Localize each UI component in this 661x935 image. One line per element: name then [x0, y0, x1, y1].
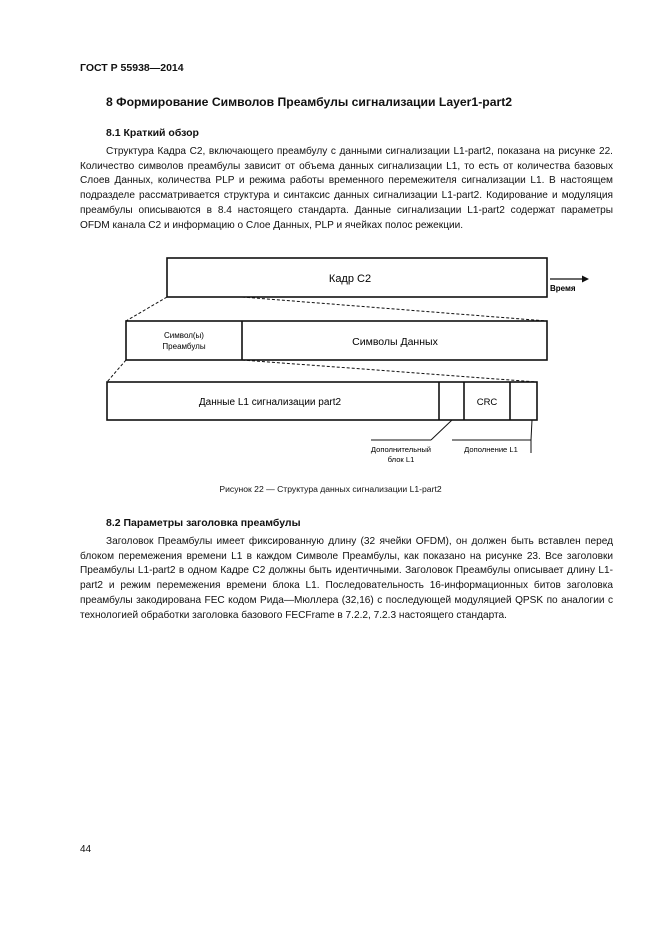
document-header: ГОСТ Р 55938—2014	[80, 62, 184, 74]
figure-caption: Рисунок 22 — Структура данных сигнализации L1-part2	[219, 484, 442, 494]
expand-line-right-1	[242, 297, 547, 321]
expand-line-right-2	[242, 360, 537, 382]
subsection-title-preamble-header: 8.2 Параметры заголовка преамбулы	[106, 517, 301, 529]
padding-label: Дополнение L1	[464, 445, 518, 454]
preamble-label-line1: Символ(ы)	[164, 331, 204, 340]
symbols-row-box	[126, 321, 547, 360]
data-symbols-label: Символы Данных	[352, 336, 438, 348]
page-number: 44	[80, 844, 92, 855]
subsection-title-overview: 8.1 Краткий обзор	[106, 127, 199, 139]
crc-label: CRC	[476, 397, 498, 408]
extra-block-label-line1: Дополнительный	[370, 445, 432, 454]
frame-c2-label: Кадр С2	[328, 273, 372, 285]
preamble-label-line2: Преамбулы	[162, 342, 206, 351]
padding-pointer-up	[531, 420, 532, 440]
time-label: Время	[550, 284, 576, 293]
section-title: 8 Формирование Символов Преамбулы сигнализации Layer1-part2	[106, 95, 513, 109]
preamble-header-paragraph: Заголовок Преамбулы имеет фиксированную длину (32 ячейки OFDM), он должен быть вставлен перед блоком перемежения времени L1 в каждом Символе Преамбулы, как показано на рисунке 23. Все заголовки Преамбулы L1-part2 в одном Кадре C2 должны быть идентичными. Заголовок Преамбулы описывает длину L1-part2 и режим перемежения времени блока L1. Последовательность 16-информационных битов заголовка преамбулы закодирована FEC кодом Рида—Мюллера (32,16) с последующей модуляцией QPSK по аналогии с технологией обработки заголовка базового FECFrame в 7.2.2, 7.2.3 настоящего стандарта.	[80, 536, 613, 621]
extra-block-label-line2: блок L1	[387, 455, 415, 464]
overview-paragraph: Структура Кадра C2, включающего преамбулу с данными сигнализации L1-part2, показана на рисунке 22. Количество символов преамбулы зависит от объема данных сигнализации L1, то есть от количества базовых Слоев Данных, количества PLP и режима работы временного перемежителя сигнализации L1. В настоящем подразделе рассматривается структура и синтаксис данных сигнализации L1-part2. Кодирование и модуляция преамбулы описываются в 8.4 настоящего стандарта. Данные сигнализации L1-part2 содержат параметры OFDM канала C2 и информацию о Слое Данных, PLP и ячейках полос режекции.	[80, 146, 613, 231]
time-arrow-head	[582, 276, 589, 283]
extra-block-pointer	[431, 420, 452, 440]
expand-line-left-2	[107, 360, 126, 382]
expand-line-left-1	[126, 297, 167, 321]
l1-data-label: Данные L1 сигнализации part2	[198, 397, 342, 408]
